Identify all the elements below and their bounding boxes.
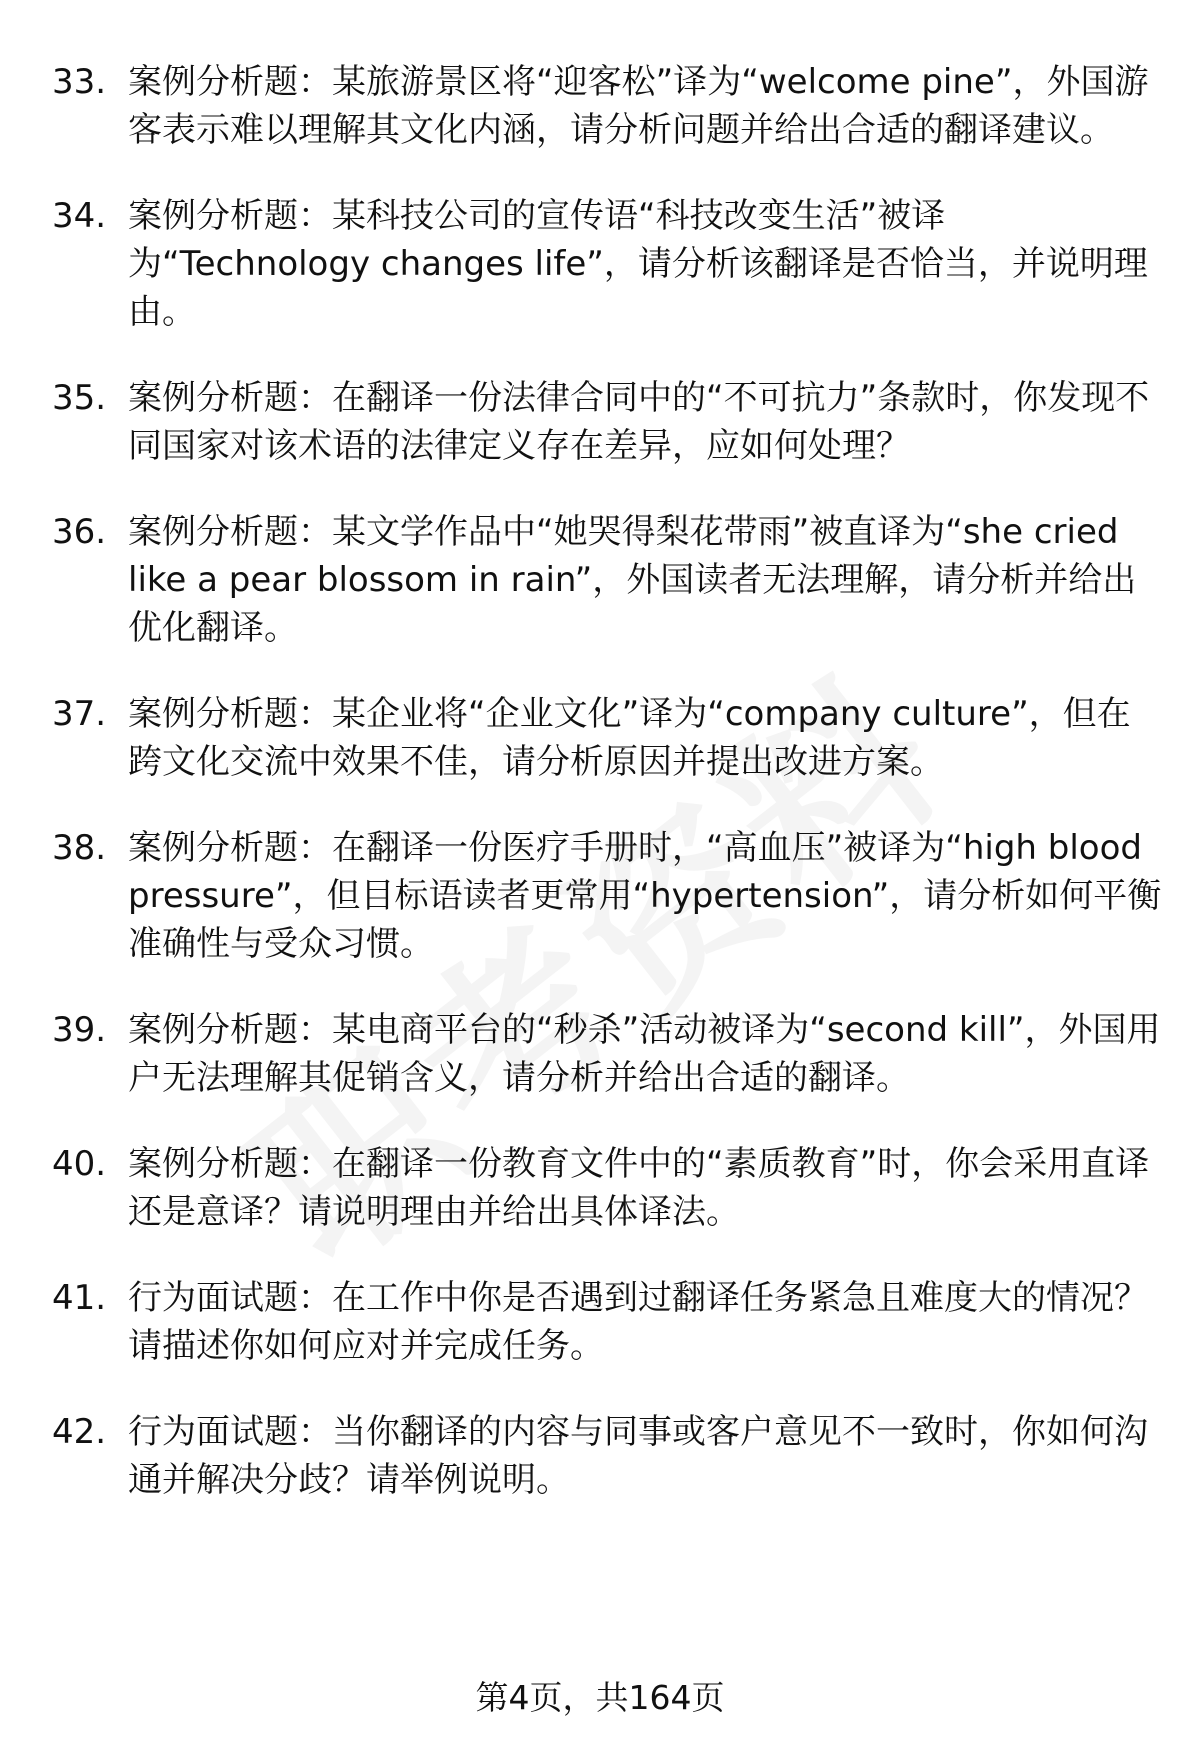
question-number: 40. bbox=[52, 1144, 107, 1184]
question-text: 案例分析题：某文学作品中“她哭得梨花带雨”被直译为“she cried like a pear blossom in rain”，外国读者无法理解，请分析并给出优化翻译。 bbox=[128, 512, 1137, 648]
question-list bbox=[52, 58, 1164, 1542]
question-text: 案例分析题：在翻译一份法律合同中的“不可抗力”条款时，你发现不同国家对该术语的法律定义存在差异，应如何处理？ bbox=[128, 378, 1150, 466]
question-item bbox=[52, 1006, 1164, 1102]
question-item bbox=[52, 690, 1164, 786]
question-item bbox=[52, 508, 1164, 652]
question-item bbox=[52, 1140, 1164, 1236]
question-item bbox=[52, 58, 1164, 154]
question-number: 34. bbox=[52, 196, 107, 236]
question-text: 案例分析题：某科技公司的宣传语“科技改变生活”被译为“Technology changes life”，请分析该翻译是否恰当，并说明理由。 bbox=[128, 196, 1148, 332]
question-number: 37. bbox=[52, 694, 107, 734]
question-text: 行为面试题：在工作中你是否遇到过翻译任务紧急且难度大的情况？请描述你如何应对并完成任务。 bbox=[128, 1278, 1148, 1366]
question-number: 41. bbox=[52, 1278, 107, 1318]
question-number: 39. bbox=[52, 1010, 107, 1050]
question-text: 案例分析题：某旅游景区将“迎客松”译为“welcome pine”，外国游客表示难以理解其文化内涵，请分析问题并给出合适的翻译建议。 bbox=[128, 62, 1149, 150]
question-number: 33. bbox=[52, 62, 107, 102]
question-text: 案例分析题：某电商平台的“秒杀”活动被译为“second kill”，外国用户无法理解其促销含义，请分析并给出合适的翻译。 bbox=[128, 1010, 1161, 1098]
question-text: 行为面试题：当你翻译的内容与同事或客户意见不一致时，你如何沟通并解决分歧？请举例说明。 bbox=[128, 1412, 1148, 1500]
question-item bbox=[52, 824, 1164, 968]
question-text: 案例分析题：某企业将“企业文化”译为“company culture”，但在跨文化交流中效果不佳，请分析原因并提出改进方案。 bbox=[128, 694, 1131, 782]
question-number: 38. bbox=[52, 828, 107, 868]
question-text: 案例分析题：在翻译一份教育文件中的“素质教育”时，你会采用直译还是意译？请说明理由并给出具体译法。 bbox=[128, 1144, 1150, 1232]
page-footer: 第4页，共164页 bbox=[475, 1678, 725, 1717]
question-number: 42. bbox=[52, 1412, 107, 1452]
question-text: 案例分析题：在翻译一份医疗手册时，“高血压”被译为“high blood pressure”，但目标语读者更常用“hypertension”，请分析如何平衡准确性与受众习惯。 bbox=[128, 828, 1162, 964]
question-number: 36. bbox=[52, 512, 107, 552]
question-item bbox=[52, 192, 1164, 336]
question-item bbox=[52, 374, 1164, 470]
question-number: 35. bbox=[52, 378, 107, 418]
question-item bbox=[52, 1408, 1164, 1504]
question-item bbox=[52, 1274, 1164, 1370]
